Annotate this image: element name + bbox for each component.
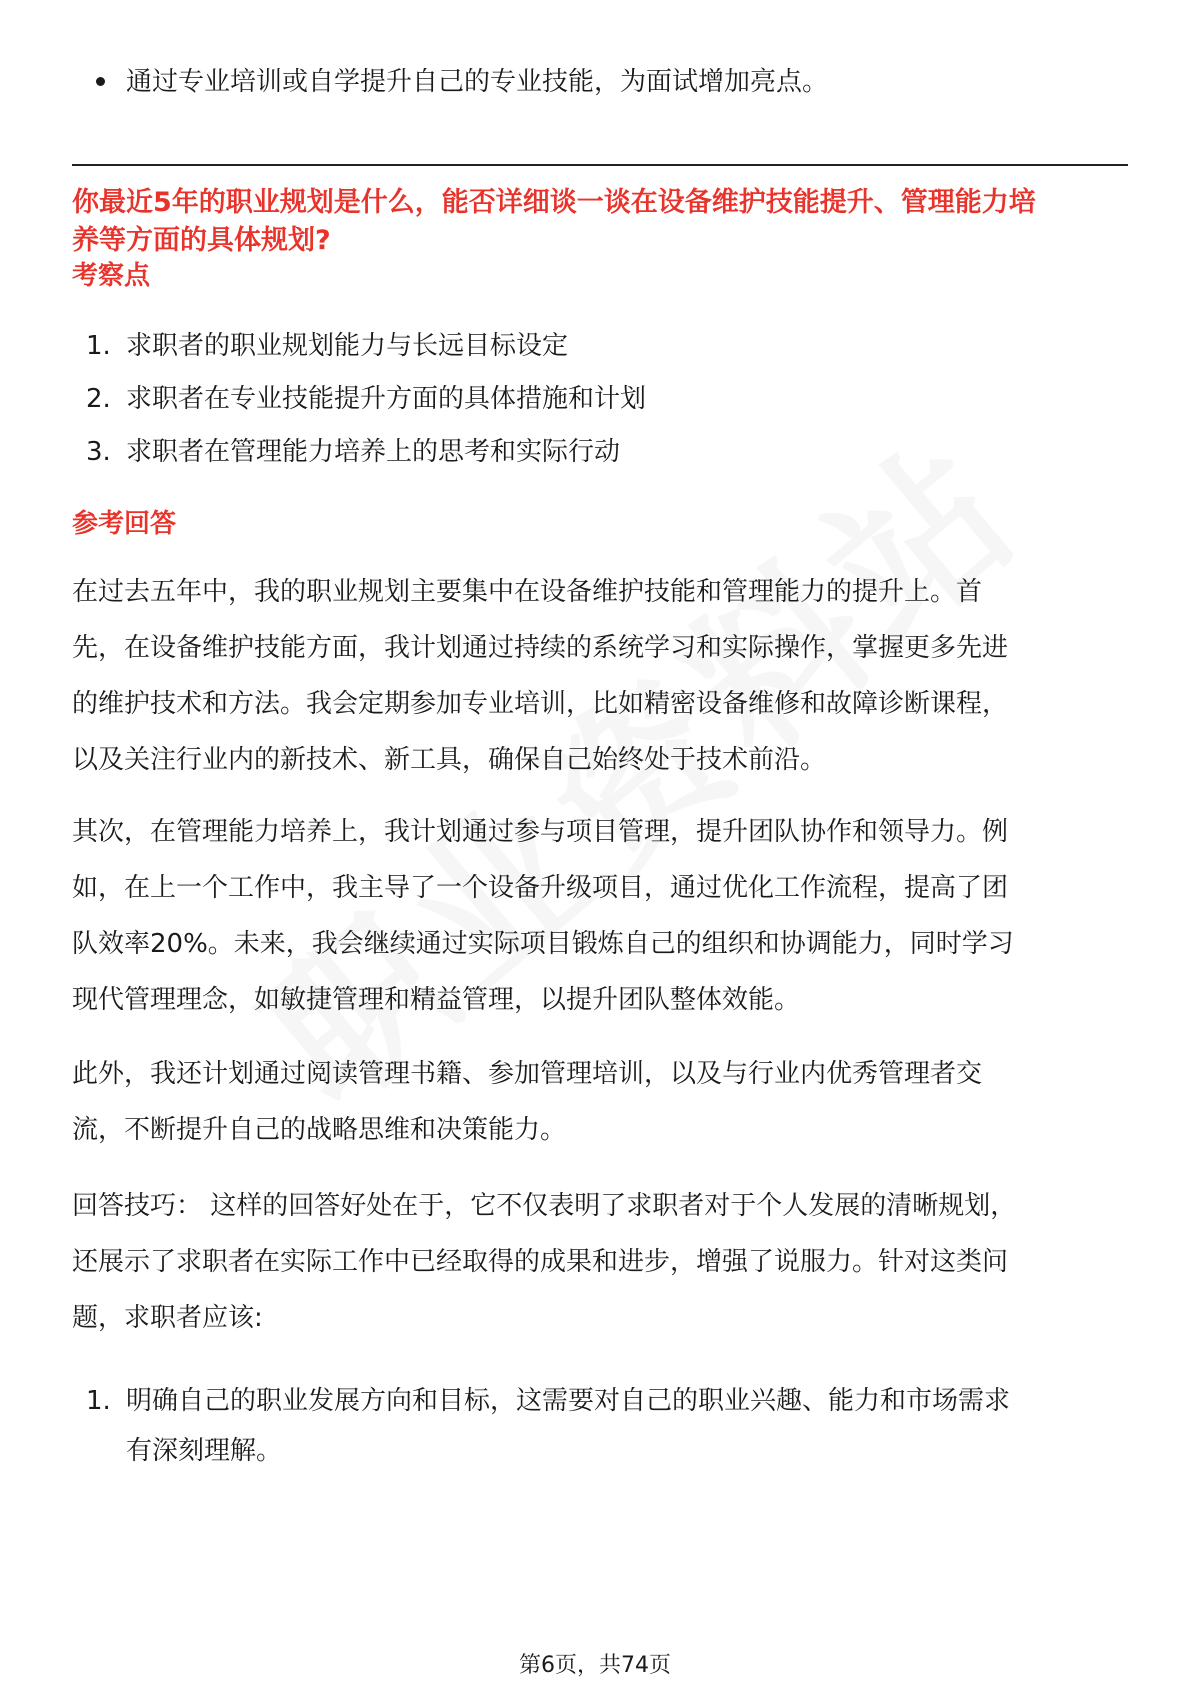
bullet-dot-icon bbox=[96, 77, 105, 86]
text-line: 其次，在管理能力培养上，我计划通过参与项目管理，提升团队协作和领导力。例 bbox=[72, 817, 1009, 847]
assessment-list bbox=[72, 326, 1128, 472]
question-heading bbox=[72, 184, 1128, 260]
assessment-label: 考察点 bbox=[72, 261, 151, 291]
item-number: 3. bbox=[86, 437, 111, 467]
item-text-line-1: 明确自己的职业发展方向和目标，这需要对自己的职业兴趣、能力和市场需求 bbox=[126, 1386, 1011, 1416]
item-text: 求职者在管理能力培养上的思考和实际行动 bbox=[126, 437, 621, 467]
question-line-2: 养等方面的具体规划? bbox=[72, 225, 331, 256]
answer-paragraph-2 bbox=[72, 804, 1128, 1028]
page-number: 第6页，共74页 bbox=[519, 1653, 671, 1678]
text-line: 以及关注行业内的新技术、新工具，确保自己始终处于技术前沿。 bbox=[72, 745, 827, 775]
list-item bbox=[72, 326, 1128, 366]
text-line: 现代管理理念，如敏捷管理和精益管理，以提升团队整体效能。 bbox=[72, 985, 801, 1015]
text-line: 回答技巧： 这样的回答好处在于，它不仅表明了求职者对于个人发展的清晰规划， bbox=[72, 1191, 1017, 1221]
tips-list bbox=[72, 1376, 1128, 1476]
answer-paragraph-1 bbox=[72, 564, 1128, 788]
list-item bbox=[72, 1376, 1128, 1476]
text-line: 在过去五年中，我的职业规划主要集中在设备维护技能和管理能力的提升上。首 bbox=[72, 577, 983, 607]
text-line: 如，在上一个工作中，我主导了一个设备升级项目，通过优化工作流程，提高了团 bbox=[72, 873, 1009, 903]
text-line: 的维护技术和方法。我会定期参加专业培训，比如精密设备维修和故障诊断课程， bbox=[72, 689, 1009, 719]
text-line: 此外，我还计划通过阅读管理书籍、参加管理培训，以及与行业内优秀管理者交 bbox=[72, 1059, 983, 1089]
text-line: 流，不断提升自己的战略思维和决策能力。 bbox=[72, 1115, 567, 1145]
list-item bbox=[72, 379, 1128, 419]
text-line: 先，在设备维护技能方面，我计划通过持续的系统学习和实际操作，掌握更多先进 bbox=[72, 633, 1009, 663]
text-line: 题，求职者应该: bbox=[72, 1303, 263, 1333]
item-text-line-2: 有深刻理解。 bbox=[126, 1436, 283, 1466]
list-item bbox=[72, 432, 1128, 472]
item-number: 2. bbox=[86, 384, 111, 414]
text-line: 队效率20%。未来，我会继续通过实际项目锻炼自己的组织和协调能力，同时学习 bbox=[72, 929, 1014, 959]
text-line: 还展示了求职者在实际工作中已经取得的成果和进步，增强了说服力。针对这类问 bbox=[72, 1247, 1009, 1277]
item-number: 1. bbox=[86, 331, 111, 361]
section-divider bbox=[72, 164, 1128, 166]
item-text: 求职者的职业规划能力与长远目标设定 bbox=[126, 331, 569, 361]
question-line-1: 你最近5年的职业规划是什么，能否详细谈一谈在设备维护技能提升、管理能力培 bbox=[72, 187, 1036, 218]
item-number: 1. bbox=[86, 1386, 111, 1416]
item-text: 求职者在专业技能提升方面的具体措施和计划 bbox=[126, 384, 647, 414]
answer-paragraph-3 bbox=[72, 1046, 1128, 1158]
bullet-text: 通过专业培训或自学提升自己的专业技能，为面试增加亮点。 bbox=[126, 67, 829, 97]
answer-label: 参考回答 bbox=[72, 509, 177, 539]
answer-tips-paragraph bbox=[72, 1178, 1128, 1346]
